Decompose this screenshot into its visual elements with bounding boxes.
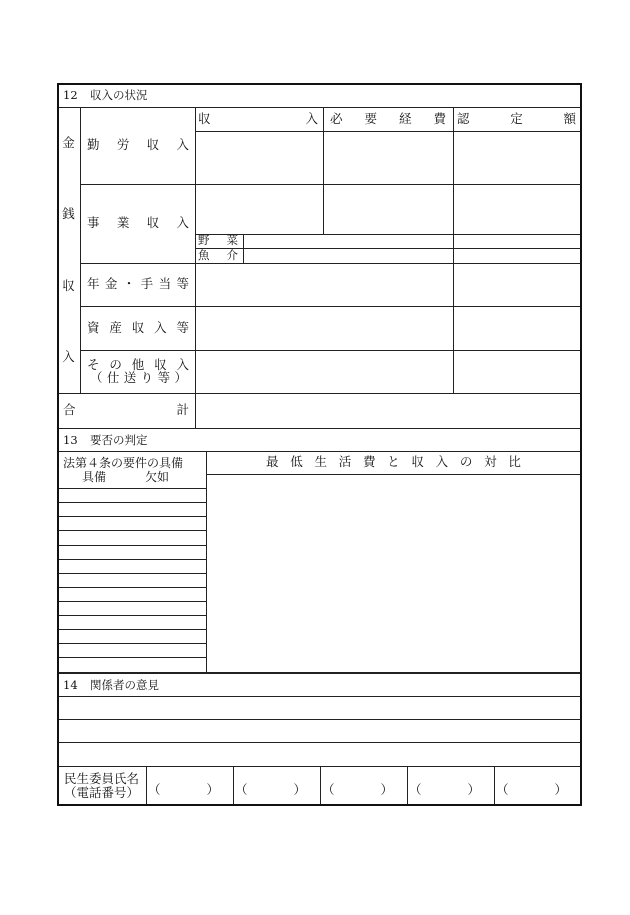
glyph: 事 [87, 215, 100, 231]
employment-expenses-cell [323, 131, 454, 185]
glyph: 菜 [226, 233, 238, 248]
glyph: 野 [198, 233, 210, 248]
commissioner-phone-label: （電話番号） [63, 784, 139, 800]
glyph: 収 [154, 357, 167, 372]
requirement-row [57, 643, 207, 658]
opinion-row [57, 696, 582, 720]
glyph: 比 [508, 454, 521, 470]
business-income-cell [195, 184, 324, 235]
comparison-header-cell [206, 451, 582, 475]
glyph: ） [380, 782, 393, 798]
glyph: 費 [433, 110, 446, 126]
requirement-row [57, 559, 207, 574]
requirement-row [57, 587, 207, 602]
glyph: 勤 [87, 137, 100, 153]
glyph: と [387, 454, 400, 470]
header-expenses-cell [323, 107, 454, 132]
pension-recognized-cell [453, 263, 582, 307]
assets-amount-cell [195, 306, 454, 351]
employment-income-cell [195, 131, 324, 185]
commissioner-label-cell [57, 766, 147, 806]
glyph: ） [467, 782, 480, 798]
glyph: 仕 [106, 369, 120, 385]
requirement-row [57, 530, 207, 546]
row-label-assets [80, 306, 196, 351]
requirement-row [57, 488, 207, 503]
glyph: 生 [314, 454, 327, 470]
comparison-header-label [266, 456, 521, 469]
comparison-body-cell [206, 474, 582, 673]
requirement-row [57, 601, 207, 616]
requirements-status-labels [63, 470, 206, 484]
glyph: ） [206, 782, 219, 798]
requirement-row [57, 516, 207, 531]
vegetables-recognized-cell [453, 234, 582, 249]
business-label [87, 217, 189, 230]
commissioner-entry-3 [320, 766, 408, 806]
requirement-row [57, 573, 207, 588]
phone-parentheses-1 [148, 784, 219, 797]
vegetables-label [198, 235, 238, 247]
phone-parentheses-2 [235, 784, 306, 797]
pension-label [87, 278, 189, 291]
monetary-income-category-cell [57, 107, 81, 394]
glyph: 介 [226, 247, 238, 262]
glyph: 労 [116, 137, 130, 153]
glyph: の [459, 454, 473, 470]
glyph: 収 [62, 277, 75, 293]
glyph: 業 [116, 215, 130, 231]
glyph: 産 [109, 319, 122, 335]
glyph: （ [235, 782, 248, 798]
glyph: 定 [510, 110, 523, 126]
commissioner-entry-5 [494, 766, 582, 806]
glyph: ） [293, 782, 306, 798]
glyph: 入 [176, 137, 189, 153]
assets-label [87, 319, 189, 335]
section-12-title: 収入の状況 [90, 88, 148, 102]
total-label-cell [57, 393, 196, 429]
glyph: 対 [484, 454, 497, 470]
glyph: 手 [140, 276, 154, 292]
header-recognized-amount-label [457, 110, 576, 126]
glyph: （ [148, 782, 161, 798]
seafood-label [198, 247, 238, 262]
glyph: 等 [157, 369, 171, 385]
pension-amount-cell [195, 263, 454, 307]
glyph: ） [554, 782, 567, 798]
glyph: ） [174, 369, 187, 385]
other-income-note [90, 369, 187, 385]
requirements-header-title: 法第４条の要件の具備 [63, 456, 184, 470]
opinion-row [57, 742, 582, 767]
section-13-title: 要否の判定 [90, 432, 148, 447]
glyph: 年 [87, 276, 100, 292]
commissioner-name-label: 民生委員氏名 [63, 770, 139, 786]
glyph: 送 [123, 369, 137, 385]
row-label-employment [80, 107, 196, 185]
commissioner-entry-4 [407, 766, 495, 806]
glyph: 魚 [198, 247, 210, 262]
glyph: そ [87, 357, 100, 372]
provided-label: 具備 [82, 470, 107, 484]
glyph: 入 [176, 215, 189, 231]
phone-parentheses-4 [409, 784, 480, 797]
section-14-number: 14 [63, 678, 78, 692]
header-income-label [198, 110, 318, 126]
lacking-label: 欠如 [145, 470, 170, 484]
section-12-number: 12 [63, 88, 78, 102]
requirements-header-cell [57, 451, 207, 489]
requirement-row [57, 629, 207, 644]
total-amount-cell [195, 393, 582, 429]
glyph: 経 [398, 110, 412, 126]
requirement-row [57, 615, 207, 630]
monetary-income-category-label [57, 107, 80, 393]
glyph: （ [409, 782, 422, 798]
glyph: 最 [266, 454, 279, 470]
business-recognized-cell [453, 184, 582, 235]
glyph: 金 [104, 276, 118, 292]
opinion-row [57, 719, 582, 743]
glyph: ・ [122, 276, 136, 292]
glyph: 入 [305, 110, 318, 126]
phone-parentheses-3 [322, 784, 393, 797]
employment-label [87, 139, 189, 152]
section-13-header [57, 428, 582, 452]
glyph: 収 [146, 137, 160, 153]
glyph: 入 [435, 454, 449, 470]
vegetables-amount-cell [243, 234, 454, 249]
glyph: 等 [176, 319, 189, 335]
section-14-header [57, 673, 582, 697]
row-label-other [80, 350, 196, 394]
business-expenses-cell [323, 184, 454, 235]
glyph: （ [322, 782, 335, 798]
glyph: 合 [63, 402, 76, 418]
row-label-business [80, 184, 196, 264]
glyph: 入 [62, 349, 75, 364]
phone-parentheses-5 [496, 784, 567, 797]
section-14-title: 関係者の意見 [90, 678, 159, 692]
glyph: 収 [146, 215, 160, 231]
glyph: 計 [176, 402, 189, 418]
glyph: 収 [198, 110, 211, 126]
glyph: 当 [158, 276, 172, 292]
glyph: の [109, 357, 122, 372]
vegetables-label-cell [195, 234, 244, 249]
glyph: 銭 [62, 206, 75, 221]
requirement-row [57, 502, 207, 517]
seafood-recognized-cell [453, 248, 582, 264]
glyph: 要 [364, 110, 377, 126]
header-recognized-amount-cell [453, 107, 582, 132]
glyph: 額 [563, 110, 576, 126]
requirement-row [57, 657, 207, 673]
seafood-label-cell [195, 248, 244, 264]
glyph: 入 [154, 319, 167, 335]
row-label-pension [80, 263, 196, 307]
total-label [63, 404, 189, 417]
seafood-amount-cell [243, 248, 454, 264]
glyph: 資 [87, 319, 100, 335]
glyph: 入 [176, 357, 189, 372]
employment-recognized-cell [453, 131, 582, 185]
glyph: 活 [338, 454, 352, 470]
glyph: 収 [131, 319, 145, 335]
other-recognized-cell [453, 350, 582, 394]
glyph: 必 [330, 110, 343, 126]
section-12-header [57, 83, 582, 108]
glyph: 他 [131, 357, 145, 372]
glyph: 認 [457, 110, 470, 126]
glyph: （ [90, 369, 103, 385]
glyph: （ [496, 782, 509, 798]
commissioner-entry-2 [233, 766, 321, 806]
glyph: 金 [62, 134, 75, 150]
glyph: り [140, 369, 154, 385]
glyph: 等 [176, 276, 189, 292]
section-13-number: 13 [63, 432, 78, 447]
assets-recognized-cell [453, 306, 582, 351]
glyph: 費 [362, 454, 376, 470]
glyph: 低 [290, 454, 303, 470]
commissioner-entry-1 [146, 766, 234, 806]
requirement-row [57, 545, 207, 560]
header-expenses-label [330, 110, 446, 126]
glyph: 収 [411, 454, 424, 470]
other-amount-cell [195, 350, 454, 394]
header-income-cell [195, 107, 324, 132]
